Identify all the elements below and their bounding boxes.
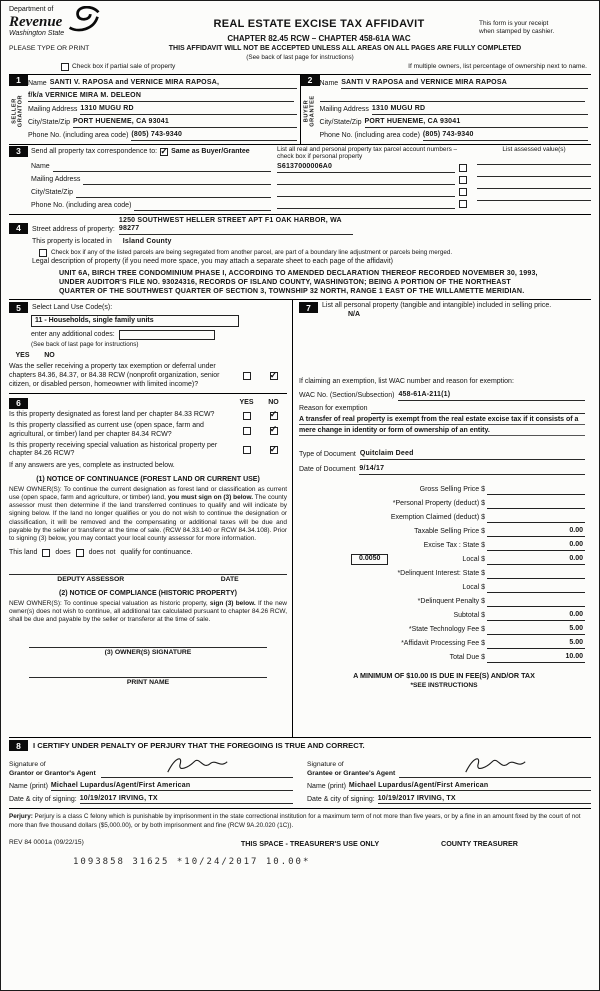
certify-statement: I CERTIFY UNDER PENALTY OF PERJURY THAT THE FOREGOING IS TRUE AND CORRECT. <box>33 741 365 751</box>
mid-columns <box>9 300 591 738</box>
section5-no-header: NO <box>44 352 55 360</box>
section5 <box>9 302 287 389</box>
delinquent-interest-local-field[interactable] <box>487 584 585 593</box>
grantee-signature-icon <box>462 755 528 778</box>
date-label: DATE <box>220 576 239 584</box>
form-rev-number: REV 84 0001a (09/22/15) <box>9 839 84 847</box>
corr-name-label: Name <box>31 162 50 170</box>
section7 <box>292 300 591 737</box>
section5-yes-header: YES <box>15 352 30 360</box>
form-title: REAL ESTATE EXCISE TAX AFFIDAVIT <box>213 18 425 30</box>
additional-codes-field[interactable] <box>119 330 215 340</box>
excise-tax-state-field[interactable]: 0.00 <box>487 541 585 551</box>
grantee-sig-label2: Grantee or Grantee's Agent <box>307 769 396 777</box>
buyer-city-field[interactable]: PORT HUENEME, CA 93041 <box>365 118 588 128</box>
parcel-number-field-4[interactable] <box>277 200 455 209</box>
grantee-signature-block <box>307 754 591 804</box>
wac-number-field[interactable]: 458-61A-211(1) <box>398 391 585 401</box>
cashier-stamp: 1093858 31625 *10/24/2017 10.00* <box>73 856 311 867</box>
section4-badge: 4 <box>9 223 28 234</box>
forest-land-question: Is this property designated as forest land per chapter 84.33 RCW? <box>9 411 215 419</box>
multiple-owners-note: If multiple owners, list percentage of ownership next to name. <box>408 63 587 71</box>
corr-name-field[interactable] <box>53 163 271 172</box>
grantor-date-city-label: Date & city of signing: <box>9 795 77 803</box>
partial-sale-label: Check box if partial sale of property <box>72 63 176 71</box>
section8 <box>9 738 591 809</box>
buyer-phone-label: Phone No. (including area code) <box>319 131 420 139</box>
grantee-signature[interactable] <box>399 756 591 778</box>
fee-row-excise-state: Excise Tax : State $ 0.00 <box>423 540 583 549</box>
fee-row-personal: *Personal Property (deduct) $ <box>299 495 585 509</box>
historic-property-question: Is this property receiving special valuation as historical property per chapter 84.26 RCW? <box>9 441 218 458</box>
print-name-line[interactable] <box>29 669 267 678</box>
section3 <box>9 145 591 215</box>
parties-section <box>9 74 591 145</box>
buyer-name-field[interactable]: SANTI V RAPOSA and VERNICE MIRA RAPOSA <box>341 79 588 89</box>
continuance-text: NEW OWNER(S): To continue the current designation as forest land or classification as current use (open space, farm and agriculture, or timber) land, you must sign on (3) below. The county assessor must then determine if the land transferred continues to qualify and will indicate by signing below. If the land no longer qualifies or you do not wish to continue the designation or classification, it will be removed and the compensating or additional taxes will be due and payable by the seller or transferor at the time of sale. (RCW 84.33.140 or RCW 84.34.108). Prior to signing (3) below, you may contact your local county assessor for more information. <box>9 485 287 543</box>
fee-row-exemption: Exemption Claimed (deduct) $ <box>299 509 585 523</box>
located-in-label: This property is located in <box>32 238 112 246</box>
section6-no-header: NO <box>268 399 279 407</box>
land-use-title: Select Land Use Code(s): <box>32 303 113 311</box>
seller-phone-field[interactable]: (805) 743-9340 <box>131 131 296 141</box>
assessed-value-field-3[interactable] <box>477 180 591 189</box>
dept-line3: Washington State <box>9 29 65 37</box>
seller-city-label: City/State/Zip <box>28 118 71 126</box>
receipt-note-line2: when stamped by cashier. <box>479 28 555 36</box>
qualify-label: qualify for continuance. <box>120 548 193 556</box>
section1-badge: 1 <box>9 75 28 86</box>
buyer-phone-field[interactable]: (805) 743-9340 <box>423 131 588 141</box>
street-address-label: Street address of property: <box>32 226 115 234</box>
form-subtitle: CHAPTER 82.45 RCW – CHAPTER 458-61A WAC <box>227 33 411 43</box>
seller-section <box>9 75 300 144</box>
doc-date-field[interactable]: 9/14/17 <box>359 465 585 475</box>
reason-text-field[interactable]: A transfer of real property is exempt from the real estate excise tax if it consists of a mere change in identity or form of ownership of an entity. <box>299 414 585 437</box>
check-icon: ✓ <box>269 409 278 420</box>
dept-line2: Revenue <box>9 13 63 30</box>
see-instructions-note: *SEE INSTRUCTIONS <box>410 681 478 689</box>
wac-label: WAC No. (Section/Subsection) <box>299 391 395 399</box>
type-or-print-label: PLEASE TYPE OR PRINT <box>9 45 90 53</box>
segregated-label: Check box if any of the listed parcels are being segregated from another parcel, are part of a boundary line adjustment or parcels being merged. <box>51 249 453 257</box>
parcel-personal-checkbox-2[interactable] <box>459 176 467 184</box>
taxable-selling-price-field[interactable]: 0.00 <box>487 527 585 537</box>
section6-yes-header: YES <box>239 399 254 407</box>
partial-sale-checkbox[interactable] <box>61 63 69 71</box>
print-name-label: PRINT NAME <box>126 679 170 687</box>
owner-signature-label: (3) OWNER(S) SIGNATURE <box>104 648 192 656</box>
corr-phone-label: Phone No. (including area code) <box>31 201 132 209</box>
reason-label: Reason for exemption <box>299 404 368 412</box>
county-treasurer-label: COUNTY TREASURER <box>441 838 518 848</box>
grantor-name-print-field[interactable]: Michael Lupardus/Agent/First American <box>51 782 293 792</box>
same-as-buyer-checkbox[interactable] <box>160 145 168 156</box>
delinquent-interest-state-field[interactable] <box>487 570 585 579</box>
section2-badge: 2 <box>301 75 320 86</box>
seller-mailing-label: Mailing Address <box>28 105 78 113</box>
land-use-code-field[interactable]: 11 - Households, single family units <box>31 315 239 327</box>
reason-line[interactable] <box>371 405 585 414</box>
grantee-date-city-label: Date & city of signing: <box>307 795 375 803</box>
form-header <box>9 6 591 44</box>
legal-description-text[interactable]: UNIT 6A, BIRCH TREE CONDOMINIUM PHASE I, ACCORDING TO AMENDED DECLARATION THEREOF RECORDED NOVEMBER 30, 1993, UNDER AUDITOR'S FILE NO. 93024316, RECORDS OF ISLAND COUNTY, WASHINGTON; BEING A PORTION OF THE NORTHEAST QUARTER OF THE SOUTHWEST QUARTER OF SECTION 3, TOWNSHIP 32 NORTH, RANGE 1 EAST OF THE WILLAMETTE MERIDIAN. <box>59 268 538 295</box>
s5-yes-checkbox[interactable] <box>243 372 251 380</box>
doc-type-label: Type of Document <box>299 450 356 458</box>
seller-city-field[interactable]: PORT HUENEME, CA 93041 <box>73 118 296 128</box>
same-as-buyer-label: Same as Buyer/Grantee <box>171 147 250 155</box>
fee-row-affidavit-fee: *Affidavit Processing Fee $ 5.00 <box>401 638 583 647</box>
assessed-value-field-2[interactable] <box>477 168 591 177</box>
exemption-claimed-field[interactable] <box>487 514 585 523</box>
seller-name-field-line2[interactable]: f/k/a VERNICE MIRA M. DELEON <box>28 92 294 102</box>
minimum-due-note: A MINIMUM OF $10.00 IS DUE IN FEE(S) AND/OR TAX <box>353 670 535 680</box>
excise-rate-box[interactable]: 0.0050 <box>351 554 388 565</box>
parcel-header: List all real and personal property tax parcel account numbers – check box if personal property <box>277 145 458 161</box>
check-icon: ✓ <box>160 145 168 156</box>
parcel-personal-checkbox-1[interactable] <box>459 164 467 172</box>
compliance-text: NEW OWNER(S): To continue special valuation as historic property, sign (3) below. If the new owner(s) does not wish to continue, all additional tax calculated pursuant to chapter 84.26 RCW, shall be due and payable by the seller or transferor at the time of sale. <box>9 599 287 624</box>
assessed-value-header: List assessed value(s) <box>502 145 566 153</box>
send-correspondence-label: Send all property tax correspondence to: <box>31 147 158 155</box>
gross-selling-price-field[interactable] <box>487 486 585 495</box>
s6-q3-yes-checkbox[interactable] <box>243 446 251 454</box>
personal-property-na-field[interactable]: N/A <box>348 311 361 319</box>
fee-row-delinq-int-state: *Delinquent Interest: State $ <box>299 565 585 579</box>
corr-phone-field[interactable] <box>134 202 271 211</box>
assessed-value-field-4[interactable] <box>477 192 591 201</box>
buyer-section <box>300 75 592 144</box>
fee-row-excise-local: 0.0050 Local $ 0.00 <box>299 551 585 565</box>
dor-swirl-icon <box>66 6 102 39</box>
receipt-note-line1: This form is your receipt <box>479 20 549 27</box>
deputy-assessor-label: DEPUTY ASSESSOR <box>57 576 125 584</box>
does-label: does <box>55 548 71 556</box>
seller-name-label: Name <box>28 79 47 87</box>
dept-line1: Department of <box>9 6 54 13</box>
grantee-sig-label1: Signature of <box>307 761 344 769</box>
this-land-label: This land <box>9 548 38 556</box>
grantor-sig-label1: Signature of <box>9 761 46 769</box>
fee-row-taxable: Taxable Selling Price $ 0.00 <box>414 526 583 535</box>
subtotal-field[interactable]: 0.00 <box>487 611 585 621</box>
s5-no-checkbox[interactable] <box>269 369 278 380</box>
fee-row-total-due: Total Due $ 10.00 <box>449 652 583 661</box>
section8-badge: 8 <box>9 740 28 751</box>
buyer-grantee-label: BUYER GRANTEE <box>303 95 316 127</box>
grantor-signature-block <box>9 754 293 804</box>
parcel-number-field[interactable]: S6137000006A0 <box>277 163 455 173</box>
total-due-field[interactable]: 10.00 <box>487 653 585 663</box>
doc-type-field[interactable]: Quitclaim Deed <box>360 450 585 460</box>
grantor-sig-label2: Grantor or Grantor's Agent <box>9 769 96 777</box>
grantee-date-city-field[interactable]: 10/19/2017 IRVING, TX <box>378 795 591 805</box>
warning-text: THIS AFFIDAVIT WILL NOT BE ACCEPTED UNLESS ALL AREAS ON ALL PAGES ARE FULLY COMPLETED <box>168 44 522 52</box>
fee-row-subtotal: Subtotal $ 0.00 <box>453 610 583 619</box>
s6-q1-yes-checkbox[interactable] <box>243 412 251 420</box>
grantor-name-print-label: Name (print) <box>9 782 48 790</box>
seller-name-field[interactable]: SANTI V. RAPOSA and VERNICE MIRA RAPOSA, <box>50 79 297 89</box>
parcel-number-field-2[interactable] <box>277 176 455 185</box>
section3-badge: 3 <box>9 146 28 157</box>
dor-logo <box>9 6 159 39</box>
check-icon: ✓ <box>269 424 278 435</box>
fee-row-delinq-int-local: Local $ <box>299 579 585 593</box>
grantee-name-print-field[interactable]: Michael Lupardus/Agent/First American <box>349 782 591 792</box>
fee-table <box>299 481 589 663</box>
parcel-personal-checkbox-3[interactable] <box>459 188 467 196</box>
land-does-not-checkbox[interactable] <box>76 549 84 557</box>
perjury-statement: Perjury: Perjury is a class C felony which is punishable by imprisonment in the state correctional institution for a maximum term of not more than five years, or by a fine in an amount fixed by the court of not more than five thousand dollars ($5,000.00), or by both imprisonment and fine (RCW 9A.20.020 (1C)). <box>9 813 581 829</box>
compliance-title: (2) NOTICE OF COMPLIANCE (HISTORIC PROPERTY) <box>59 589 237 597</box>
grantor-signature-icon <box>164 755 230 778</box>
corr-mailing-field[interactable] <box>83 176 271 185</box>
section4 <box>9 215 591 301</box>
located-county-field[interactable]: Island County <box>122 238 172 246</box>
seller-mailing-field[interactable]: 1310 MUGU RD <box>80 105 296 115</box>
check-icon: ✓ <box>269 443 278 454</box>
buyer-mailing-field[interactable]: 1310 MUGU RD <box>372 105 588 115</box>
grantor-signature[interactable] <box>101 756 293 778</box>
buyer-city-label: City/State/Zip <box>319 118 362 126</box>
corr-city-label: City/State/Zip <box>31 188 74 196</box>
fee-row-gross: Gross Selling Price $ <box>299 481 585 495</box>
legal-description-label: Legal description of property (if you need more space, you may attach a separate sheet to each page of the affidavit) <box>32 258 393 266</box>
does-not-label: does not <box>88 548 116 556</box>
check-icon: ✓ <box>269 369 278 380</box>
corr-mailing-label: Mailing Address <box>31 175 81 183</box>
parcel-number-field-3[interactable] <box>277 188 455 197</box>
personal-property-label: List all personal property (tangible and intangible) included in selling price. <box>322 302 552 310</box>
section5-see-back: (See back of last page for instructions) <box>31 341 139 349</box>
assessed-value-field-1[interactable] <box>477 156 591 165</box>
s6-q1-no-checkbox[interactable] <box>269 409 278 420</box>
receipt-note <box>479 6 591 36</box>
fee-row-delinq-penalty: *Delinquent Penalty $ <box>299 593 585 607</box>
see-back-note: (See back of last page for instructions) <box>246 53 354 61</box>
excise-tax-local-field[interactable]: 0.00 <box>487 555 585 565</box>
land-does-checkbox[interactable] <box>42 549 50 557</box>
additional-codes-label: enter any additional codes: <box>31 331 115 339</box>
grantor-date-city-field[interactable]: 10/19/2017 IRVING, TX <box>80 795 293 805</box>
state-technology-fee-field[interactable]: 5.00 <box>487 625 585 635</box>
deputy-assessor-signature-line[interactable] <box>9 566 287 575</box>
section7-badge: 7 <box>299 302 318 313</box>
buyer-mailing-label: Mailing Address <box>319 105 369 113</box>
corr-city-field[interactable] <box>76 189 271 198</box>
exemption-intro: If claiming an exemption, list WAC number and reason for exemption: <box>299 377 514 385</box>
continuance-title: (1) NOTICE OF CONTINUANCE (FOREST LAND OR CURRENT USE) <box>36 475 260 483</box>
current-use-question: Is this property classified as current use (open space, farm and agricultural, or timber) land per chapter 84.34 RCW? <box>9 422 204 438</box>
seller-phone-label: Phone No. (including area code) <box>28 131 129 139</box>
parcel-personal-checkbox-4[interactable] <box>459 200 467 208</box>
affidavit-processing-fee-field[interactable]: 5.00 <box>487 639 585 649</box>
street-address-field[interactable]: 1250 SOUTHWEST HELLER STREET APT F1 OAK HARBOR, WA 98277 <box>119 217 353 236</box>
section6-badge: 6 <box>9 398 28 409</box>
doc-date-label: Date of Document <box>299 465 356 473</box>
delinquent-penalty-field[interactable] <box>487 598 585 607</box>
s6-q2-yes-checkbox[interactable] <box>243 427 251 435</box>
personal-property-deduct-field[interactable] <box>487 500 585 509</box>
partial-sale-row <box>61 63 591 71</box>
owner-signature-line[interactable] <box>29 639 267 648</box>
segregated-checkbox[interactable] <box>39 249 47 257</box>
fee-row-tech-fee: *State Technology Fee $ 5.00 <box>408 624 583 633</box>
s6-q3-no-checkbox[interactable] <box>269 443 278 454</box>
buyer-name-field-line2[interactable] <box>320 93 586 102</box>
s6-q2-no-checkbox[interactable] <box>269 424 278 435</box>
section5-question: Was the seller receiving a property tax exemption or deferral under chapters 84.36, 84.37, or 84.38 RCW (nonprofit organization, senior citizen, or disabled person, homeowner with limited income)? <box>9 363 220 388</box>
buyer-name-label: Name <box>319 79 339 87</box>
grantee-name-print-label: Name (print) <box>307 782 346 790</box>
seller-grantor-label: SELLER GRANTOR <box>11 94 24 128</box>
section6 <box>9 393 287 687</box>
bottom-line <box>9 839 591 848</box>
treasurer-space-label: THIS SPACE - TREASURER'S USE ONLY <box>240 838 380 848</box>
header-row2 <box>9 45 591 54</box>
section5-badge: 5 <box>9 302 28 313</box>
answers-yes-note: If any answers are yes, complete as instructed below. <box>9 462 175 470</box>
